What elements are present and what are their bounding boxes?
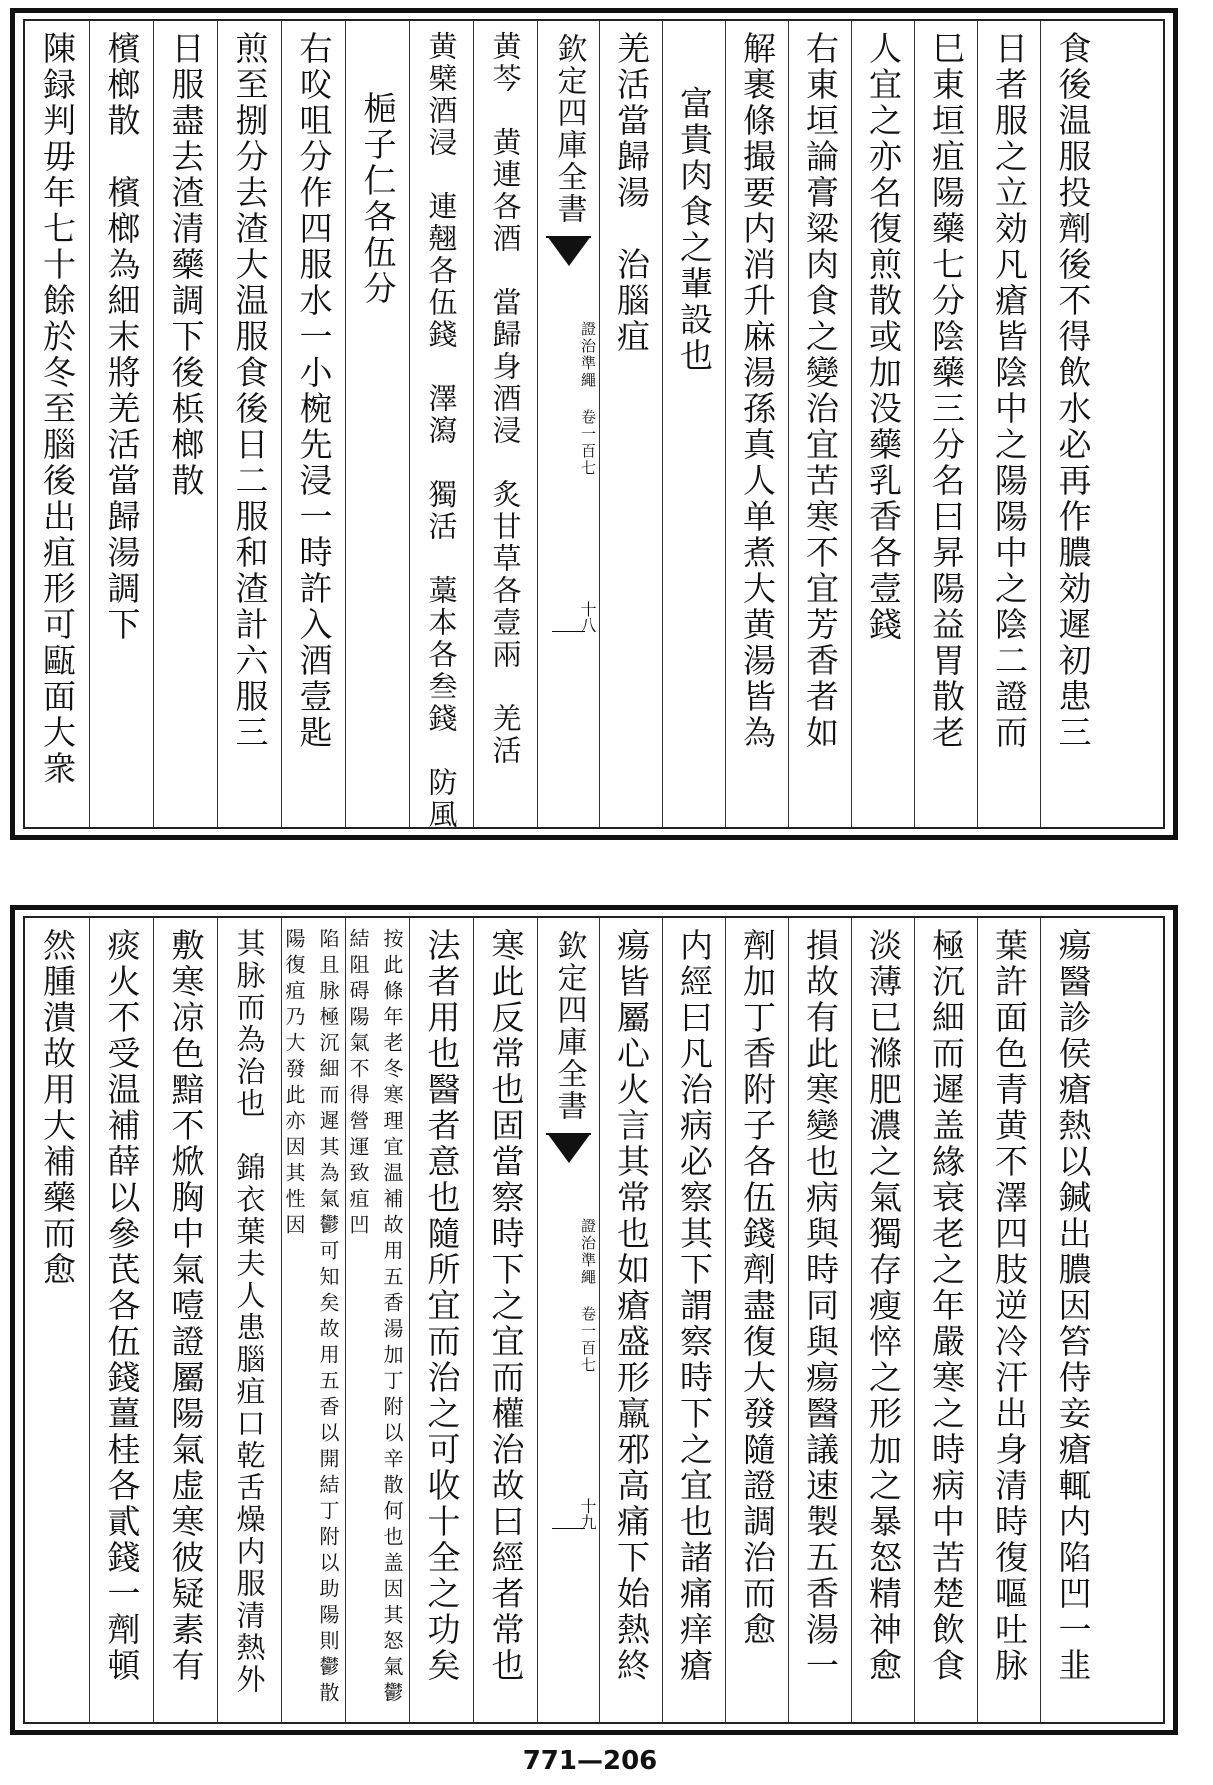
text-column	[281, 21, 345, 827]
column-text: 食後温服投劑後不得飲水必再作膿効遲初患三	[1053, 31, 1093, 751]
text-column	[725, 21, 788, 827]
text-column	[1040, 21, 1169, 827]
center-gutter	[537, 21, 599, 827]
column-text: 瘍醫診侯瘡熱以鍼出膿因笞侍妾瘡輒内陷凹一韭	[1053, 928, 1093, 1684]
column-text: 人宜之亦名復煎散或加没藥乳香各壹錢	[864, 31, 903, 643]
text-column	[473, 21, 537, 827]
column-text: 敷寒凉色黯不焮胸中氣噎證屬陽氣虚寒彼疑素有	[166, 928, 206, 1684]
text-column	[153, 918, 217, 1722]
bottom-page	[10, 905, 1178, 1735]
column-text: 梔子仁各伍分	[358, 91, 398, 307]
text-column	[409, 21, 473, 831]
text-column	[409, 918, 473, 1722]
text-column	[25, 21, 89, 827]
gutter-page-number: 十九	[578, 1498, 597, 1530]
text-column	[851, 21, 914, 827]
fish-tail-mark	[546, 1133, 591, 1171]
text-column	[599, 21, 662, 827]
column-text: 富貴肉食之輩設也	[675, 86, 714, 374]
bottom-page-frame	[23, 916, 1165, 1724]
column-text: 淡薄已滌肥濃之氣獨存瘦悴之形加之暴怒精神愈	[864, 928, 903, 1684]
gutter-volume: 證治準繩 卷一百七	[579, 1218, 597, 1374]
column-text: 巳東垣疽陽藥七分陰藥三分名曰昇陽益胃散老	[927, 31, 966, 751]
column-text: 痰火不受温補薛以參芪各伍錢薑桂各貳錢一劑頓	[102, 928, 142, 1684]
column-text: 劑加丁香附子各伍錢劑盡復大發隨證調治而愈	[738, 928, 777, 1648]
column-text: 法者用也醫者意也隨所宜而治之可收十全之功矣	[422, 928, 462, 1684]
text-column	[1040, 918, 1169, 1722]
column-text: 右㕮咀分作四服水一小椀先浸一時許入酒壹匙	[294, 31, 334, 751]
text-column	[662, 918, 725, 1722]
text-column	[725, 918, 788, 1722]
gutter-volume: 證治準繩 卷一百七	[579, 321, 597, 477]
annotation-text: 陷且脉極沉細而遲其為氣鬱可知矣故用五香以開結丁附以助陽則鬱散陽復疽乃大發此亦因其性因	[282, 928, 340, 1708]
column-text: 日者服之立効凡瘡皆陰中之陽陽中之陰二證而	[990, 31, 1029, 751]
text-column	[473, 918, 537, 1722]
column-text: 煎至捌分去渣大温服食後日二服和渣計六服三	[230, 31, 270, 751]
center-gutter	[537, 918, 599, 1722]
gutter-title: 欽定四庫全書	[551, 930, 587, 1122]
text-column	[914, 21, 977, 827]
text-column	[788, 918, 851, 1722]
column-text: 其脉而為治也 錦衣葉夫人患腦疽口乾舌燥内服清熱外	[232, 928, 267, 1696]
column-text: 黄檗酒浸 連翹各伍錢 澤瀉 獨活 藁本各叁錢 防風	[424, 31, 459, 831]
text-column	[217, 21, 281, 827]
text-column	[345, 21, 409, 827]
text-column	[25, 918, 89, 1722]
text-column	[914, 918, 977, 1722]
column-text: 内經曰凡治病必察其下謂察時下之宜也諸痛痒瘡	[675, 928, 714, 1684]
text-column	[281, 918, 345, 1722]
gutter-page-number: 十八	[578, 601, 597, 633]
column-text: 解裹條撮要内消升麻湯孫真人单煮大黄湯皆為	[738, 31, 777, 751]
column-text: 然腫潰故用大補藥而愈	[38, 928, 77, 1288]
gutter-rule	[552, 1528, 585, 1529]
column-text: 極沉細而遲盖緣衰老之年嚴寒之時病中苦楚飲食	[927, 928, 966, 1684]
column-text: 羌活當歸湯 治腦疽	[612, 31, 651, 355]
column-text: 損故有此寒變也病與時同與瘍醫議速製五香湯一	[801, 928, 840, 1684]
text-column	[153, 21, 217, 827]
text-column	[851, 918, 914, 1722]
top-page-frame	[23, 19, 1165, 829]
column-text: 黄芩 黄連各酒 當歸身酒浸 炙甘草各壹兩 羌活	[488, 31, 523, 767]
column-text: 檳榔散 檳榔為細末將羌活當歸湯調下	[102, 31, 142, 643]
column-text: 右東垣論膏粱肉食之變治宜苦寒不宜芳香者如	[801, 31, 840, 751]
text-column	[977, 21, 1040, 827]
text-column	[977, 918, 1040, 1722]
text-column	[345, 918, 409, 1722]
column-text: 寒此反常也固當察時下之宜而權治故曰經者常也	[486, 928, 526, 1684]
text-column	[662, 21, 725, 827]
gutter-rule	[552, 631, 585, 632]
gutter-title: 欽定四庫全書	[551, 33, 587, 225]
text-column	[89, 21, 153, 827]
text-column	[89, 918, 153, 1722]
column-text: 葉許面色青黄不澤四肢逆冷汗出身清時復嘔吐脉	[990, 928, 1029, 1684]
top-page	[10, 8, 1178, 840]
page-footer-number: 771—206	[522, 1746, 658, 1776]
text-column	[599, 918, 662, 1722]
text-column	[217, 918, 281, 1722]
annotation-text: 按此條年老冬寒理宜温補故用五香湯加丁附以辛散何也盖因其怒氣鬱結阻碍陽氣不得營運致疽凹	[346, 928, 404, 1708]
column-text: 瘍皆屬心火言其常也如瘡盛形羸邪高痛下始熱終	[612, 928, 651, 1684]
column-text: 陳録判毋年七十餘於冬至腦後出疽形可甌面大衆	[38, 31, 77, 787]
column-text: 日服盡去渣清藥調下後梹榔散	[166, 31, 206, 499]
text-column	[788, 21, 851, 827]
fish-tail-mark	[546, 236, 591, 274]
